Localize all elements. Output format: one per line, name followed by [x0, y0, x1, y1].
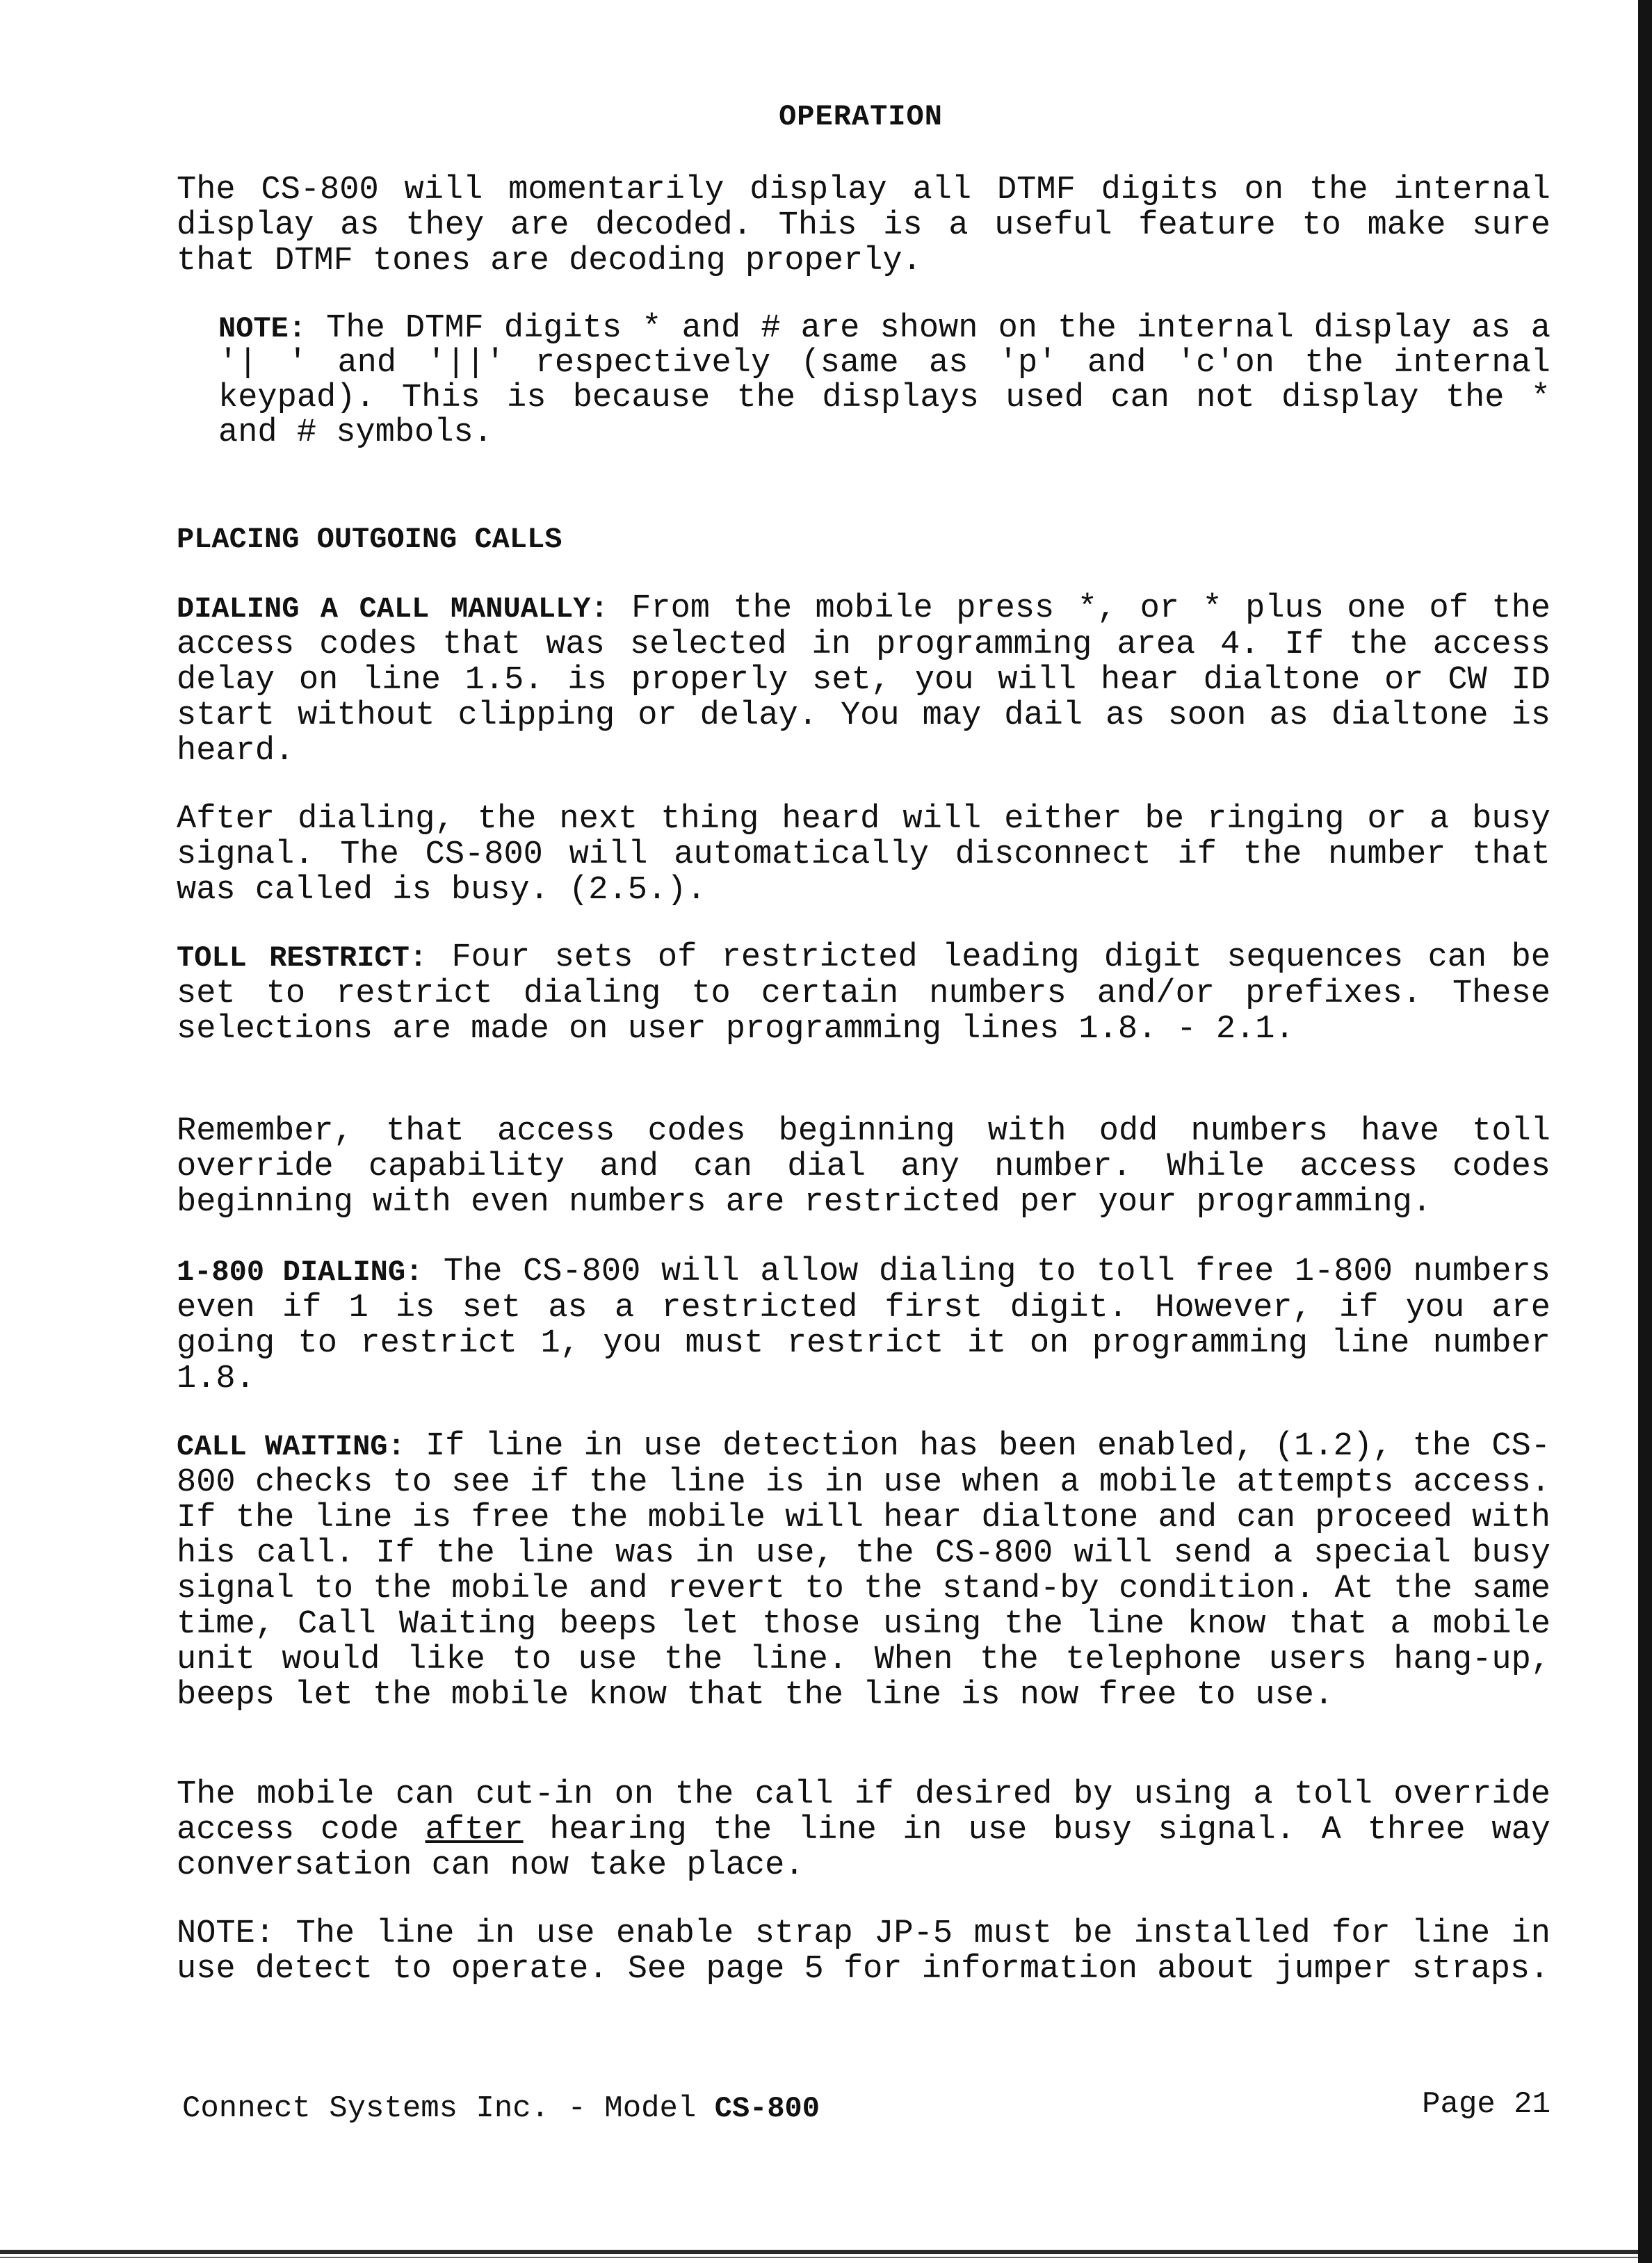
note-display-symbols: [218, 311, 1550, 451]
call-waiting-label: CALL WAITING:: [177, 1430, 405, 1463]
dialing-manually-label: DIALING A CALL MANUALLY:: [177, 592, 608, 626]
scan-edge: [1638, 0, 1652, 2263]
after-dialing-paragraph: After dialing, the next thing heard will either be ringing or a busy signal. The CS-800 will automatically disconnect if the number that was called is busy. (2.5.).: [177, 801, 1550, 909]
dialing-800-label: 1-800 DIALING:: [177, 1256, 423, 1289]
cut-in-text-after: hearing the line in use busy signal. A three way conversation can now take place.: [177, 1812, 1550, 1884]
call-waiting-paragraph: [177, 1429, 1550, 1713]
cut-in-text-before: The mobile can cut-in on the call if desired by using a toll override access code: [177, 1776, 1550, 1849]
dialing-800-paragraph: [177, 1254, 1550, 1397]
toll-restrict-label: TOLL RESTRICT:: [177, 941, 428, 975]
note-label: NOTE:: [218, 312, 307, 346]
footer-model: CS-800: [714, 2092, 820, 2125]
section-heading: PLACING OUTGOING CALLS: [177, 523, 562, 556]
dialing-manually-text: From the mobile press *, or * plus one of the access codes that was selected in programming area 4. If the access delay on line 1.5. is properly set, you will hear dialtone or CW ID start without clipping or delay. You may dail as soon as dialtone is heard.: [177, 590, 1550, 770]
dialing-800-text: The CS-800 will allow dialing to toll free 1-800 numbers even if 1 is set as a restricted first digit. However, if you are going to restrict 1, you must restrict it on programming line number 1.8.: [177, 1254, 1550, 1397]
remember-paragraph: Remember, that access codes beginning with odd numbers have toll override capability and can dial any number. While access codes beginning with even numbers are restricted per your programming.: [177, 1113, 1550, 1221]
cut-in-paragraph: [177, 1777, 1550, 1883]
intro-paragraph: The CS-800 will momentarily display all DTMF digits on the internal display as they are decoded. This is a useful feature to make sure that DTMF tones are decoding properly.: [177, 172, 1550, 279]
cut-in-emphasis: after: [425, 1812, 524, 1849]
toll-restrict-paragraph: [177, 940, 1550, 1047]
toll-restrict-text: Four sets of restricted leading digit sequences can be set to restrict dialing to certain numbers and/or prefixes. These selections are made on user programming lines 1.8. - 2.1.: [177, 939, 1550, 1048]
note-text: The DTMF digits * and # are shown on the internal display as a '| ' and '||' respectively (same as 'p' and 'c'on the internal keypad). This is because the displays used can not display the * and # symbols.: [218, 310, 1550, 451]
call-waiting-text: If line in use detection has been enabled, (1.2), the CS-800 checks to see if the line is in use when a mobile attempts access. If the line is free the mobile will hear dialtone and can proceed with his call. If the line was in use, the CS-800 will send a special busy signal to the mobile and revert to the stand-by condition. At the same time, Call Waiting beeps let those using the line know that a mobile unit would like to use the line. When the telephone users hang-up, beeps let the mobile know that the line is now free to use.: [177, 1428, 1550, 1714]
bottom-border-thin: [0, 2257, 1652, 2258]
page-number: Page 21: [1422, 2087, 1550, 2122]
dialing-manually-paragraph: [177, 591, 1550, 769]
page-title: OPERATION: [779, 100, 943, 133]
footer-company: [182, 2091, 820, 2126]
jumper-note-paragraph: NOTE: The line in use enable strap JP-5 must be installed for line in use detect to operate. See page 5 for information about jumper straps.: [177, 1915, 1550, 1988]
footer-company-text: Connect Systems Inc. - Model: [182, 2091, 715, 2126]
bottom-border: [0, 2250, 1652, 2254]
